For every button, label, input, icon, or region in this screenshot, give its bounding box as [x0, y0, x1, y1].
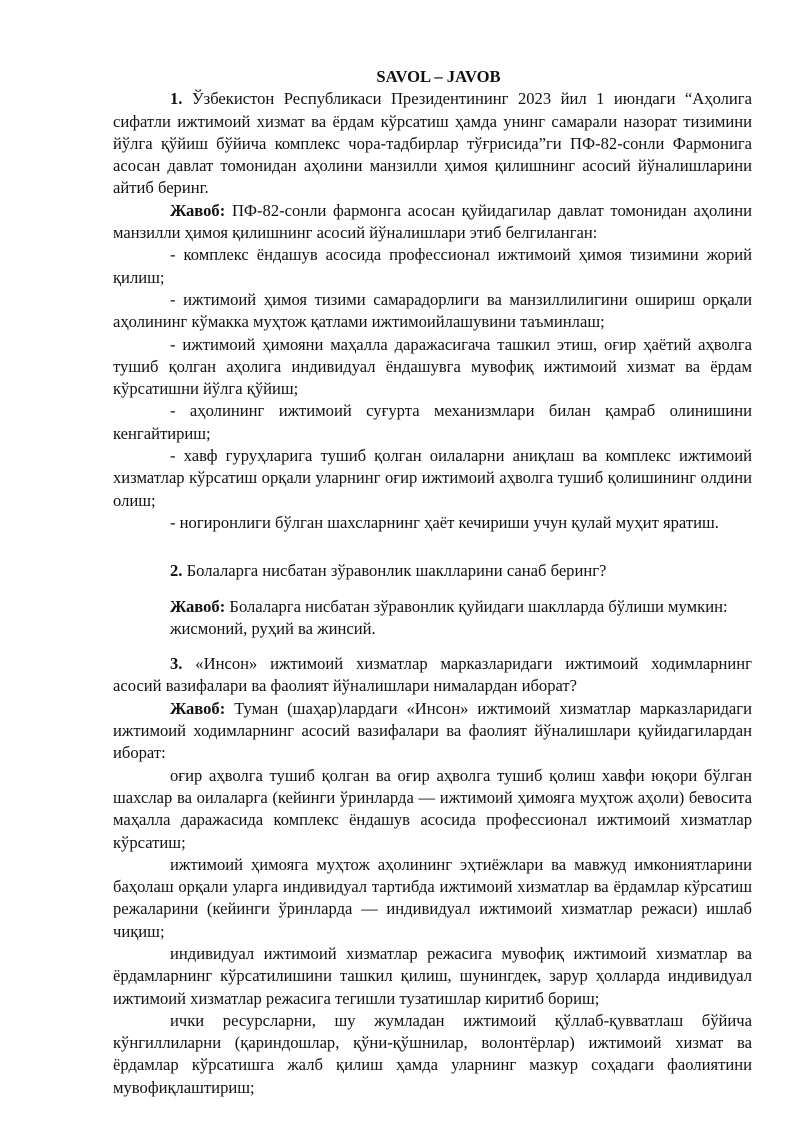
- question-3: [113, 653, 752, 698]
- answer-1-intro: ПФ-82-сонли фармонга асосан қуйидагилар давлат томонидан аҳолини манзилли ҳимоя қилишнинг асосий йўналишлари этиб белгиланган:: [113, 200, 752, 243]
- question-2-number: 2.: [170, 561, 183, 581]
- answer-3-item: ички ресурсларни, шу жумладан ижтимоий қўллаб-қувватлаш бўйича кўнгиллиларни (қариндошлар, қўни-қўшнилар, волонтёрлар) ижтимоий хизмат ва ёрдамлар кўрсатишга жалб қилиш ҳамда уларнинг мазкур соҳадаги фаолиятини мувофиқлаштириш;: [113, 1010, 752, 1097]
- answer-3-item: индивидуал ижтимоий хизматлар режасига мувофиқ ижтимоий хизматлар ва ёрдамларнинг кўрсатилишини ташкил қилиш, шунингдек, зарур ҳолларда индивидуал ижтимоий хизматлар режасига тегишли тузатишлар киритиб бориш;: [113, 943, 752, 1008]
- answer-1-item: - ногиронлиги бўлган шахсларнинг ҳаёт кечириши учун қулай муҳит яратиш.: [170, 512, 719, 532]
- answer-1: [113, 200, 752, 245]
- answer-2-line-2: жисмоний, руҳий ва жинсий.: [170, 618, 376, 638]
- answer-1-item: - ижтимоий ҳимоя тизими самарадорлиги ва манзиллилигини ошириш орқали аҳолининг кўмакка муҳтож қатлами ижтимоийлашувини таъминлаш;: [113, 289, 752, 332]
- answer-3-intro: Туман (шаҳар)лардаги «Инсон» ижтимоий хизматлар марказларидаги ижтимоий ходимларнинг асосий вазифалари ва фаолият йўналишлари қуйидагилардан иборат:: [113, 698, 752, 763]
- answer-3: [113, 698, 752, 765]
- question-3-text: «Инсон» ижтимоий хизматлар марказларидаги ижтимоий ходимларнинг асосий вазифалари ва фаолият йўналишлари нималардан иборат?: [113, 654, 752, 696]
- answer-1-item: - аҳолининг ижтимоий суғурта механизмлари билан қамраб олинишини кенгайтириш;: [113, 401, 752, 443]
- page-title: SAVOL – JAVOB: [376, 67, 501, 86]
- answer-2: [113, 596, 752, 641]
- answer-1-label: Жавоб:: [170, 200, 226, 220]
- question-1: [113, 88, 752, 199]
- answer-3-item: ижтимоий ҳимояга муҳтож аҳолининг эҳтиёжлари ва мавжуд имкониятларини баҳолаш орқали уларга индивидуал тартибда ижтимоий хизматлар ва ёрдамлар кўрсатиш режаларини (кейинги ўринларда — индивидуал ижтимоий хизматлар режаси) ишлаб чиқиш;: [113, 854, 752, 941]
- answer-3-label: Жавоб:: [170, 698, 226, 718]
- answer-3-item: оғир аҳволга тушиб қолган ва оғир аҳволга тушиб қолиш хавфи юқори бўлган шахслар ва оилаларга (кейинги ўринларда — ижтимоий ҳимояга муҳтож аҳоли) бевосита маҳалла даражасида комплекс ёндашув асосида профессионал ижтимоий хизматлар кўрсатиш;: [113, 765, 752, 852]
- answer-2-label: Жавоб:: [170, 596, 226, 616]
- answer-1-item: - хавф гуруҳларига тушиб қолган оилаларни аниқлаш ва комплекс ижтимоий хизматлар кўрсатиш орқали уларнинг оғир ижтимоий аҳволга тушиб қолишининг олдини олиш;: [113, 446, 752, 510]
- question-2: [113, 560, 752, 582]
- answer-2-text: Болаларга нисбатан зўравонлик қуйидаги шаклларда бўлиши мумкин:: [229, 596, 728, 616]
- question-1-number: 1.: [170, 89, 183, 109]
- question-2-text: Болаларга нисбатан зўравонлик шаклларини санаб беринг?: [186, 561, 607, 581]
- question-1-text: Ўзбекистон Республикаси Президентининг 2023 йил 1 июндаги “Аҳолига сифатли ижтимоий хизмат ва ёрдам кўрсатиш ҳамда унинг самарали назорат тизимини йўлга қўйиш бўйича комплекс чора-тадбирлар тўғрисида”ги ПФ-82-сонли Фармонига асосан давлат томонидан аҳолини манзилли ҳимоя қилишнинг асосий йўналишларини айтиб беринг.: [113, 89, 752, 198]
- answer-2-line-1: [170, 596, 752, 618]
- answer-1-item: - комплекс ёндашув асосида профессионал ижтимоий ҳимоя тизимини жорий қилиш;: [113, 245, 752, 287]
- answer-1-item: - ижтимоий ҳимояни маҳалла даражасигача ташкил этиш, оғир ҳаётий аҳволга тушиб қолган аҳолига индивидуал ёндашувга мувофиқ ижтимоий хизмат ва ёрдам кўрсатишни йўлга қўйиш;: [113, 334, 752, 399]
- question-3-number: 3.: [170, 654, 183, 674]
